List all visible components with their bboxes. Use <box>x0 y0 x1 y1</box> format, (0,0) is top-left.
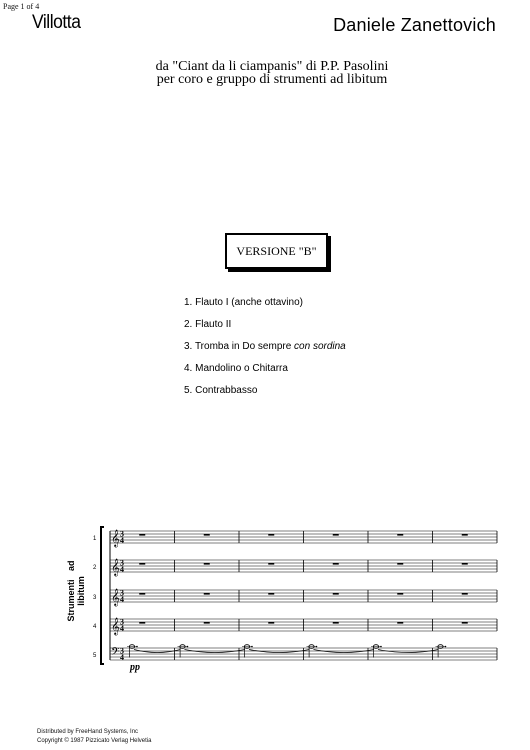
instrument-item: 3. Tromba in Do sempre con sordina <box>184 341 346 352</box>
version-label: VERSIONE "B" <box>236 243 317 258</box>
measure-rest <box>462 593 468 595</box>
dynamic-marking: pp <box>130 662 140 673</box>
measure-rest <box>333 534 339 536</box>
staff-number: 1 <box>93 536 97 542</box>
measure-rest <box>397 622 403 624</box>
subtitle-source: da "Ciant da li ciampanis" di P.P. Pasolini <box>155 59 389 74</box>
measure-rest <box>333 593 339 595</box>
instrument-item: 2. Flauto II <box>184 319 232 330</box>
piece-title: Villotta <box>32 12 81 33</box>
measure-rest <box>204 534 210 536</box>
staff-number: 3 <box>93 595 97 601</box>
measure-rest <box>268 622 274 624</box>
measure-rest <box>139 622 145 624</box>
measure-rest <box>268 534 274 536</box>
measure-rest <box>462 534 468 536</box>
treble-clef-icon: 𝄞 <box>111 617 120 635</box>
music-score-system <box>0 515 530 675</box>
page-number-label: Page 1 of 4 <box>3 2 40 11</box>
time-signature-top: 3 <box>120 588 124 598</box>
measure-rest <box>204 622 210 624</box>
bass-clef-icon: 𝄢 <box>111 646 120 661</box>
treble-clef-icon: 𝄞 <box>111 588 120 606</box>
subtitle-scoring: per coro e gruppo di strumenti ad libitum <box>156 72 388 87</box>
time-signature-bottom: 4 <box>120 624 124 633</box>
measure-rest <box>204 593 210 595</box>
instrument-item: 4. Mandolino o Chitarra <box>184 363 288 374</box>
treble-clef-icon: 𝄞 <box>111 558 120 576</box>
composer-name: Daniele Zanettovich <box>333 15 496 35</box>
staff-number: 5 <box>93 653 97 659</box>
measure-rest <box>139 534 145 536</box>
version-box <box>225 233 328 269</box>
measure-rest <box>268 563 274 565</box>
measure-rest <box>462 622 468 624</box>
measure-rest <box>139 593 145 595</box>
instrument-list <box>184 297 346 407</box>
footer-copyright: Copyright © 1987 Pizzicato Verlag Helvetia <box>37 738 152 744</box>
time-signature-top: 3 <box>120 617 124 627</box>
measure-rest <box>139 563 145 565</box>
time-signature-bottom: 4 <box>120 536 124 545</box>
measure-rest <box>462 563 468 565</box>
measure-rest <box>397 563 403 565</box>
instrument-item: 5. Contrabbasso <box>184 385 258 396</box>
footer-distributor: Distributed by FreeHand Systems, Inc <box>37 729 139 735</box>
group-bracket <box>101 527 104 664</box>
time-signature-bottom: 4 <box>120 595 124 604</box>
staff-number: 4 <box>93 624 97 630</box>
treble-clef-icon: 𝄞 <box>111 529 120 547</box>
time-signature-top: 3 <box>120 529 124 539</box>
measure-rest <box>397 534 403 536</box>
staff-number: 2 <box>93 565 97 571</box>
measure-rest <box>268 593 274 595</box>
instrument-item: 1. Flauto I (anche ottavino) <box>184 297 303 308</box>
time-signature-top: 3 <box>120 646 124 656</box>
time-signature-top: 3 <box>120 558 124 568</box>
measure-rest <box>204 563 210 565</box>
measure-rest <box>333 622 339 624</box>
instrument-group-label: Strumenti ad libitum <box>66 560 86 622</box>
measure-rest <box>397 593 403 595</box>
time-signature-bottom: 4 <box>120 565 124 574</box>
measure-rest <box>333 563 339 565</box>
time-signature-bottom: 4 <box>120 653 124 662</box>
